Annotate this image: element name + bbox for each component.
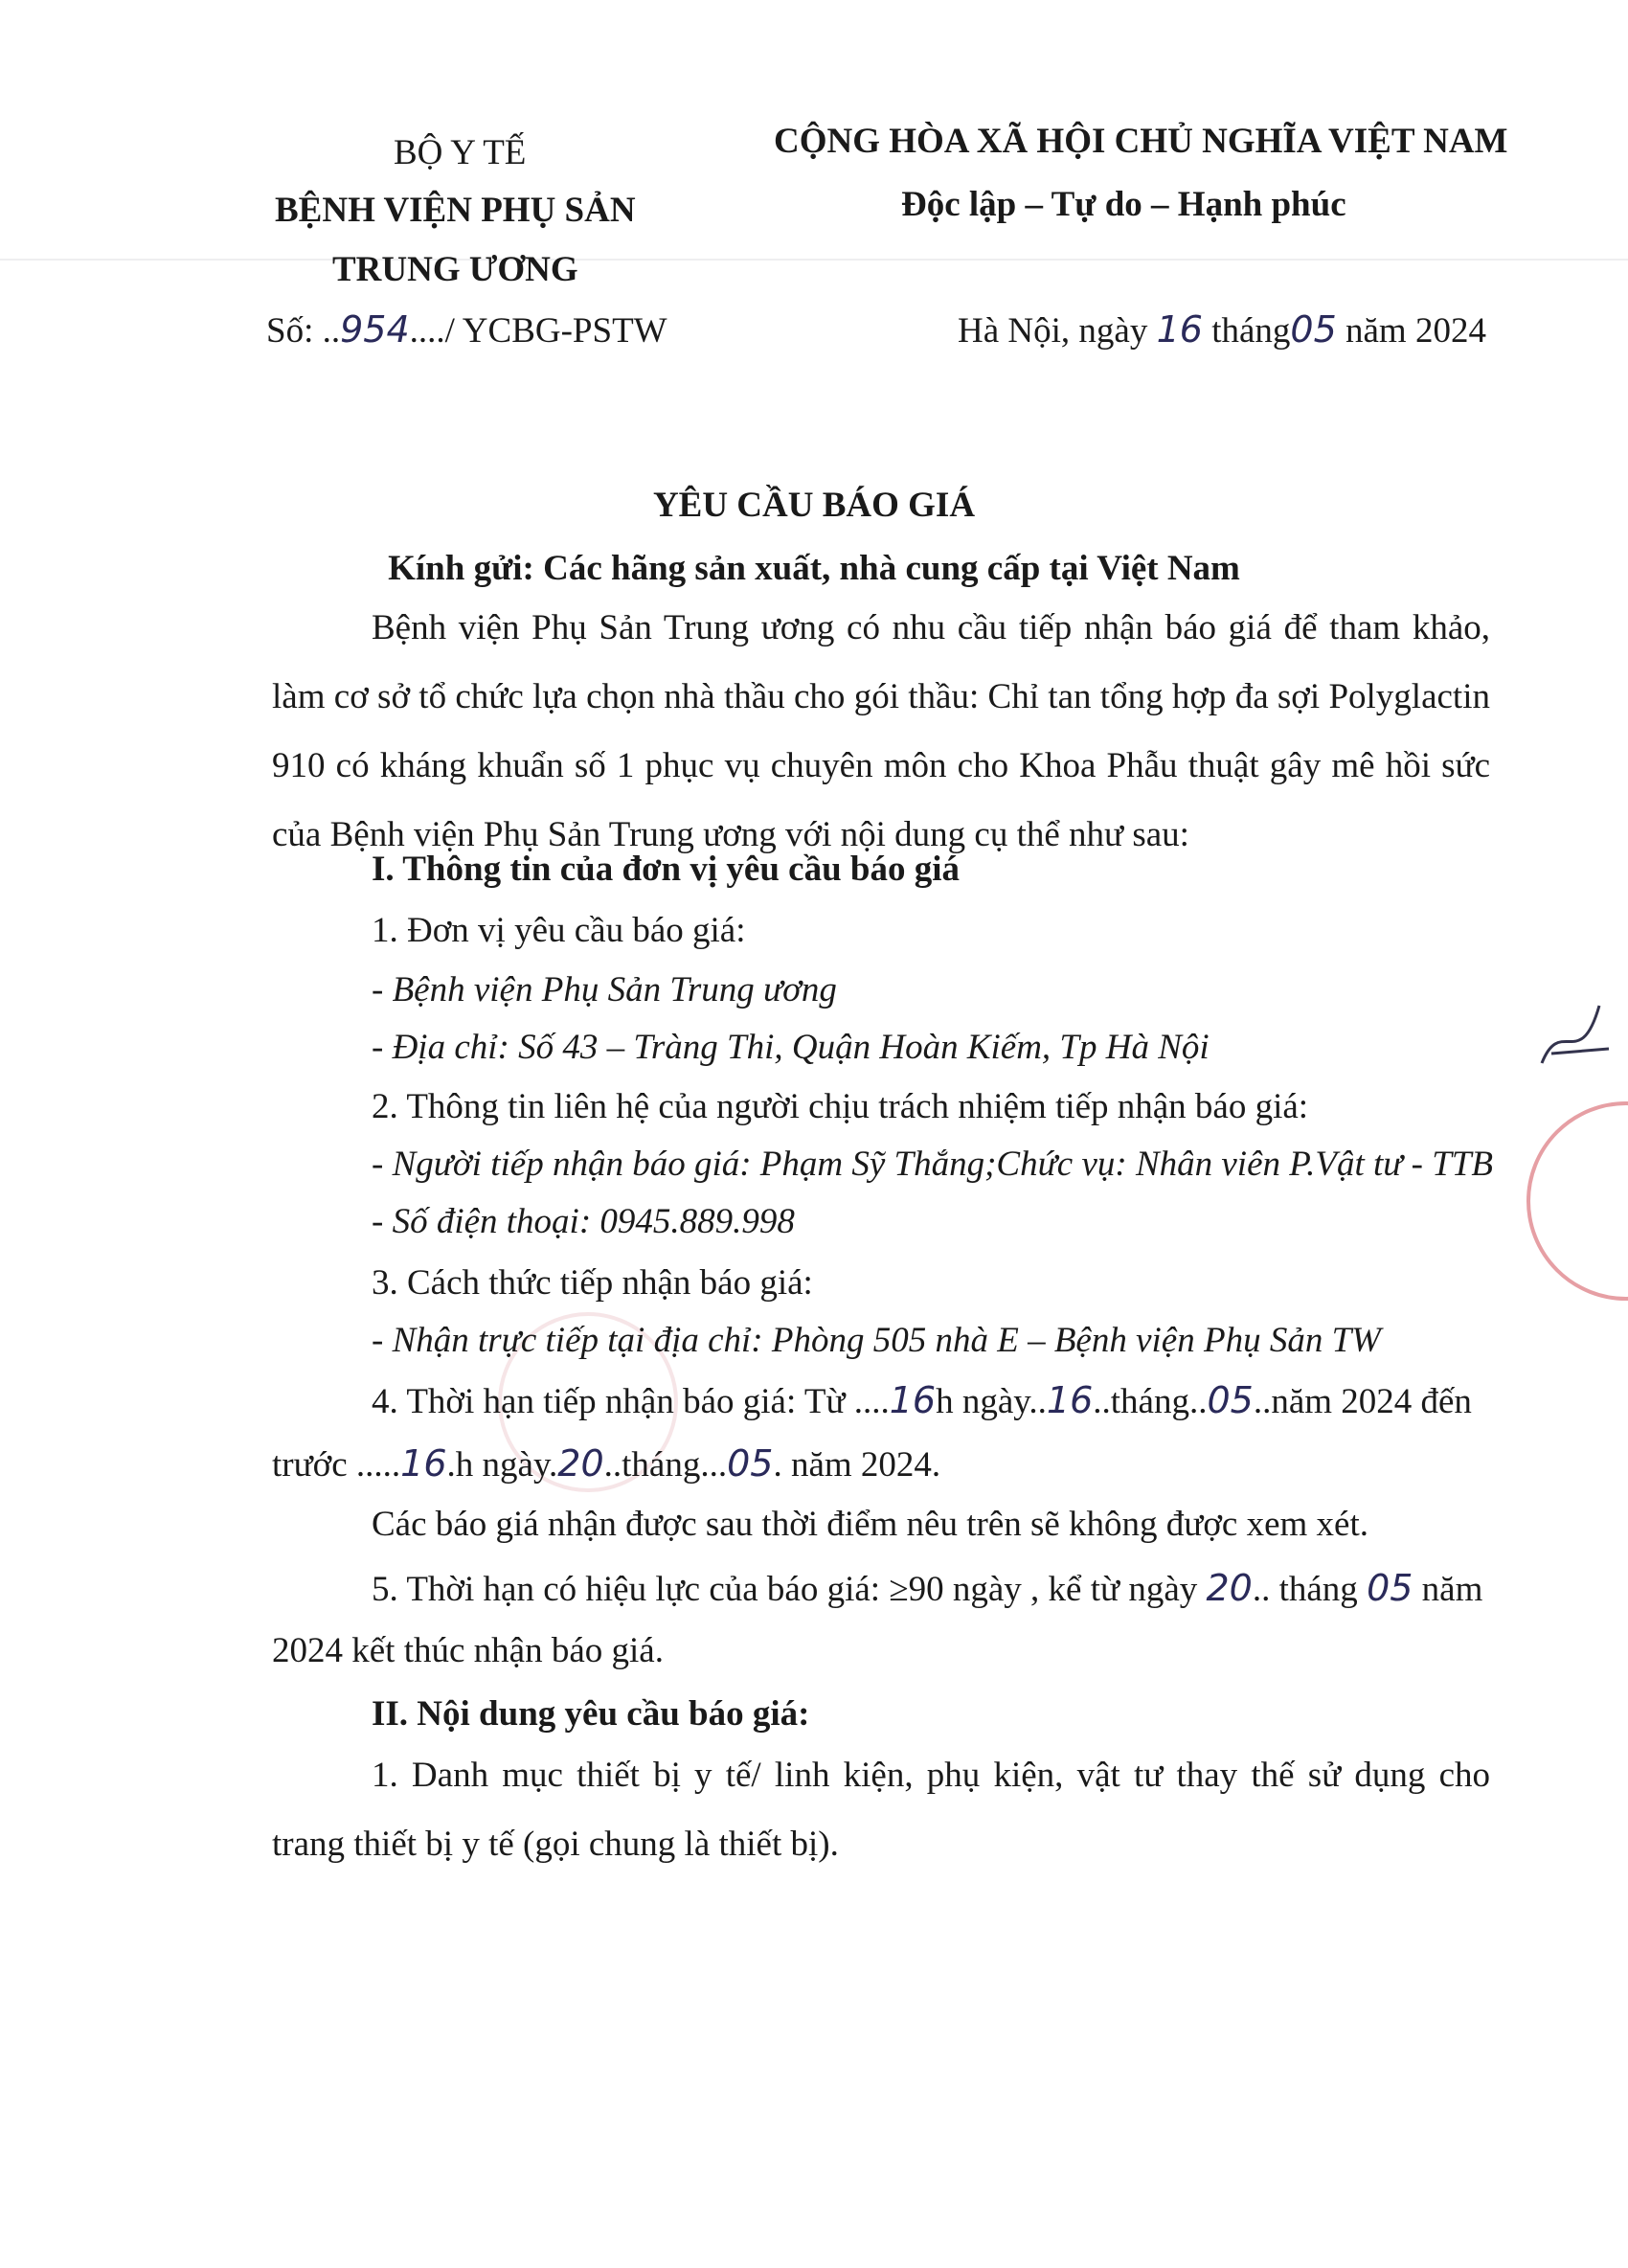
hour-start-handwritten: 16: [889, 1379, 937, 1421]
day-end-handwritten: 20: [557, 1442, 604, 1485]
receiving-period-text: 4. Thời hạn tiếp nhận báo giá: Từ ....16h ngày..16..tháng..05..năm 2024 đến: [372, 1379, 1472, 1421]
ministry-name: BỘ Y TẾ: [394, 133, 527, 172]
ref-handwritten-number: 954: [340, 308, 410, 351]
national-motto: Độc lập – Tự do – Hạnh phúc: [901, 185, 1346, 224]
contact-person: - Người tiếp nhận báo giá: Phạm Sỹ Thắng;Chức vụ: Nhân viên P.Vật tư - TTB: [372, 1145, 1494, 1184]
date-month-label: tháng: [1211, 311, 1291, 351]
section2-heading: II. Nội dung yêu cầu báo giá:: [372, 1694, 810, 1734]
late-quote-note: Các báo giá nhận được sau thời điểm nêu trên sẽ không được xem xét.: [372, 1505, 1369, 1544]
day-start-handwritten: 16: [1046, 1379, 1094, 1421]
validity-day-handwritten: 20: [1206, 1567, 1253, 1609]
requesting-unit: - Bệnh viện Phụ Sản Trung ương: [372, 970, 837, 1009]
validity-line2: 2024 kết thúc nhận báo giá.: [272, 1631, 664, 1670]
section2-item1: 1. Danh mục thiết bị y tế/ linh kiện, phụ kiện, vật tư thay thế sử dụng cho trang thiết bị y tế (gọi chung là thiết bị).: [272, 1756, 1490, 1864]
document-title: YÊU CẦU BÁO GIÁ: [652, 486, 976, 525]
salutation: Kính gửi: Các hãng sản xuất, nhà cung cấp tại Việt Nam: [388, 549, 1240, 588]
section1-heading: I. Thông tin của đơn vị yêu cầu báo giá: [372, 850, 961, 889]
hour-end-handwritten: 16: [400, 1442, 447, 1485]
validity-month-handwritten: 05: [1367, 1567, 1413, 1609]
section1-item3: 3. Cách thức tiếp nhận báo giá:: [372, 1263, 813, 1303]
receiving-period-line2: trước .....16.h ngày.20..tháng...05. năm 2024.: [272, 1442, 941, 1485]
section1-item2: 2. Thông tin liên hệ của người chịu trách nhiệm tiếp nhận báo giá:: [372, 1087, 1309, 1126]
validity-line1: 5. Thời hạn có hiệu lực của báo giá: ≥90 ngày , kể từ ngày 20.. tháng 05 năm: [372, 1567, 1483, 1609]
contact-phone: - Số điện thoại: 0945.889.998: [372, 1202, 795, 1241]
reference-number: [266, 308, 667, 352]
date-month-handwritten: 05: [1290, 308, 1337, 351]
hospital-name-line1: BỆNH VIỆN PHỤ SẢN: [275, 191, 636, 230]
ref-prefix: Số: ..: [266, 311, 341, 351]
month-start-handwritten: 05: [1207, 1379, 1254, 1421]
country-name: CỘNG HÒA XÃ HỘI CHỦ NGHĨA VIỆT NAM: [774, 122, 1508, 161]
signature-mark: [1532, 996, 1618, 1082]
unit-address: - Địa chỉ: Số 43 – Tràng Thi, Quận Hoàn Kiếm, Tp Hà Nội: [372, 1028, 1210, 1067]
stamp-seal-partial: [1526, 1101, 1628, 1301]
date-day-handwritten: 16: [1156, 308, 1203, 351]
receiving-period-line1: [372, 1379, 1490, 1423]
receiving-method: - Nhận trực tiếp tại địa chỉ: Phòng 505 nhà E – Bệnh viện Phụ Sản TW: [372, 1321, 1381, 1360]
intro-paragraph: Bệnh viện Phụ Sản Trung ương có nhu cầu tiếp nhận báo giá để tham khảo, làm cơ sở tổ chức lựa chọn nhà thầu cho gói thầu: Chỉ tan tổng hợp đa sợi Polyglactin 910 có kháng khuẩn số 1 phục vụ chuyên môn cho Khoa Phẫu thuật gây mê hồi sức của Bệnh viện Phụ Sản Trung ương với nội dung cụ thể như sau:: [272, 608, 1490, 854]
section1-item1: 1. Đơn vị yêu cầu báo giá:: [372, 911, 746, 950]
scan-line: [0, 259, 1628, 261]
ref-suffix: ..../ YCBG-PSTW: [409, 311, 667, 351]
month-end-handwritten: 05: [727, 1442, 774, 1485]
date-year: năm 2024: [1345, 311, 1486, 351]
hospital-name-line2: TRUNG ƯƠNG: [332, 250, 578, 289]
date-prefix: Hà Nội, ngày: [958, 311, 1148, 351]
document-date: [958, 308, 1486, 352]
